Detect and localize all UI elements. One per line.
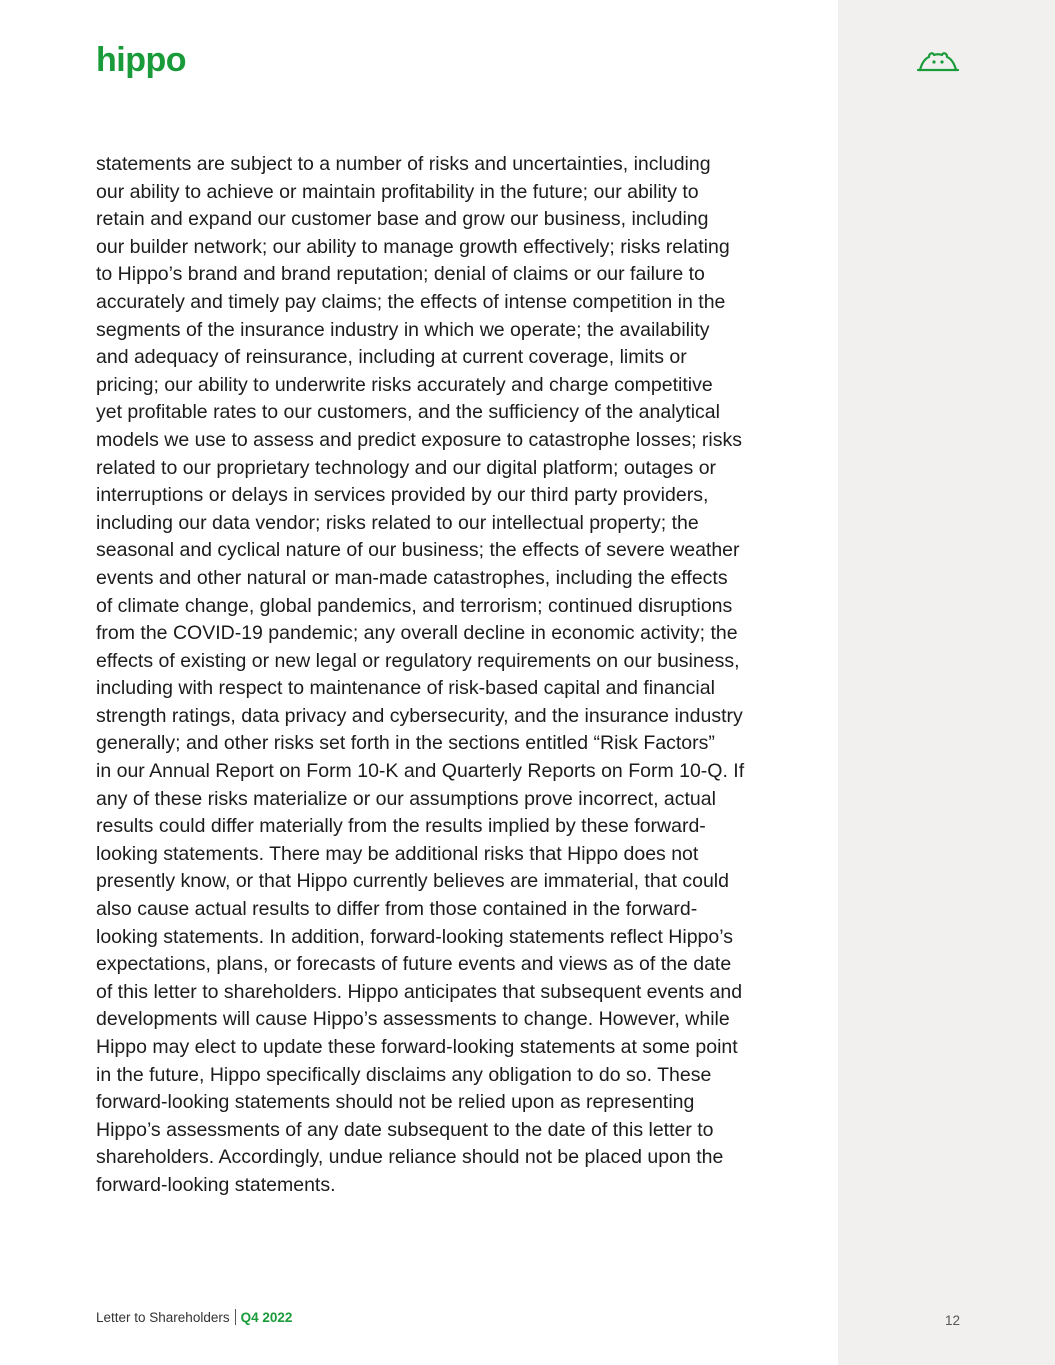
paragraph-line: models we use to assess and predict exposure to catastrophe losses; risks	[96, 428, 742, 451]
footer	[96, 1309, 292, 1327]
paragraph-line: statements are subject to a number of risks and uncertainties, including	[96, 153, 711, 175]
paragraph-line: pricing; our ability to underwrite risks accurately and charge competitive	[96, 373, 713, 396]
paragraph-line: seasonal and cyclical nature of our business; the effects of severe weather	[96, 539, 740, 562]
paragraph-line: shareholders. Accordingly, undue reliance should not be placed upon the	[96, 1146, 724, 1169]
paragraph-line: including with respect to maintenance of risk-based capital and financial	[96, 677, 715, 700]
paragraph-line: Hippo may elect to update these forward-looking statements at some point	[96, 1036, 738, 1058]
hippo-logo: hippo	[96, 41, 187, 79]
footer-doc-title: Letter to Shareholders	[96, 1310, 230, 1325]
paragraph-line: interruptions or delays in services provided by our third party providers,	[96, 484, 709, 507]
paragraph-line: segments of the insurance industry in which we operate; the availability	[96, 318, 710, 341]
paragraph-line: our ability to achieve or maintain profitability in the future; our ability to	[96, 180, 699, 203]
paragraph-line: looking statements. There may be additional risks that Hippo does not	[96, 842, 699, 865]
paragraph-line: including our data vendor; risks related to our intellectual property; the	[96, 511, 699, 534]
paragraph-line: from the COVID-19 pandemic; any overall decline in economic activity; the	[96, 622, 738, 645]
paragraph-line: in the future, Hippo specifically disclaims any obligation to do so. These	[96, 1063, 712, 1086]
disclaimer-paragraph	[96, 151, 816, 1200]
paragraph-line: of this letter to shareholders. Hippo anticipates that subsequent events and	[96, 980, 743, 1003]
paragraph-line: related to our proprietary technology and our digital platform; outages or	[96, 456, 717, 479]
paragraph-line: strength ratings, data privacy and cybersecurity, and the insurance industry	[96, 704, 743, 727]
right-sidebar-panel	[838, 0, 1055, 1365]
footer-quarter: Q4 2022	[240, 1310, 293, 1325]
paragraph-line: events and other natural or man-made catastrophes, including the effects	[96, 566, 728, 589]
paragraph-line: yet profitable rates to our customers, and the sufficiency of the analytical	[96, 401, 720, 424]
paragraph-line: our builder network; our ability to manage growth effectively; risks relating	[96, 235, 730, 258]
footer-separator	[235, 1309, 236, 1325]
paragraph-line: results could differ materially from the results implied by these forward-	[96, 815, 706, 838]
paragraph-line: of climate change, global pandemics, and terrorism; continued disruptions	[96, 594, 733, 617]
paragraph-line: and adequacy of reinsurance, including at current coverage, limits or	[96, 346, 687, 369]
paragraph-line: forward-looking statements should not be relied upon as representing	[96, 1091, 695, 1114]
paragraph-line: any of these risks materialize or our assumptions prove incorrect, actual	[96, 787, 716, 810]
paragraph-line: in our Annual Report on Form 10-K and Quarterly Reports on Form 10-Q. If	[96, 760, 745, 783]
paragraph-line: effects of existing or new legal or regulatory requirements on our business,	[96, 649, 740, 672]
paragraph-line: forward-looking statements.	[96, 1173, 336, 1196]
paragraph-line: expectations, plans, or forecasts of future events and views as of the date	[96, 953, 732, 976]
paragraph-line: Hippo’s assessments of any date subsequent to the date of this letter to	[96, 1118, 714, 1141]
paragraph-line: accurately and timely pay claims; the effects of intense competition in the	[96, 290, 726, 313]
paragraph-line: to Hippo’s brand and brand reputation; denial of claims or our failure to	[96, 263, 705, 286]
paragraph-line: presently know, or that Hippo currently believes are immaterial, that could	[96, 870, 729, 893]
paragraph-line: retain and expand our customer base and grow our business, including	[96, 208, 709, 231]
page-number: 12	[944, 1313, 960, 1328]
paragraph-line: developments will cause Hippo’s assessments to change. However, while	[96, 1008, 730, 1031]
paragraph-line: generally; and other risks set forth in the sections entitled “Risk Factors”	[96, 732, 715, 755]
paragraph-line: looking statements. In addition, forward-looking statements reflect Hippo’s	[96, 925, 733, 948]
hippo-face-icon	[916, 48, 960, 76]
paragraph-line: also cause actual results to differ from those contained in the forward-	[96, 898, 698, 921]
